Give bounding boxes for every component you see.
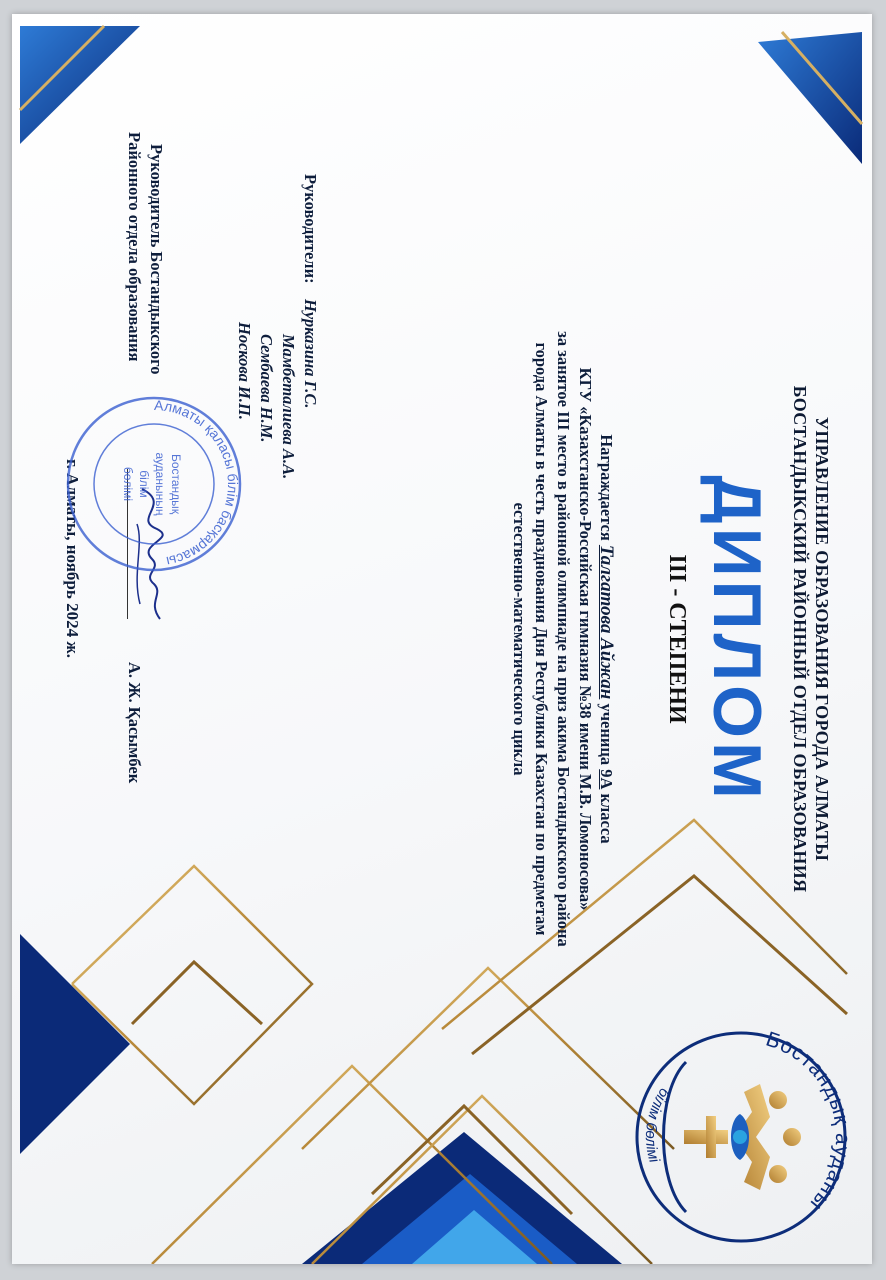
- svg-text:Бостандық ауданы: [763, 1028, 854, 1216]
- logo-bottom-text: білім бөлімі: [641, 1084, 674, 1165]
- supervisor-4: Носкова И.П.: [235, 322, 254, 420]
- stamp-center-line2: ауданының: [153, 452, 167, 516]
- org-line2: БОСТАНДЫКСКИЙ РАЙОННЫЙ ОТДЕЛ ОБРАЗОВАНИЯ: [790, 385, 810, 893]
- stamp-center-line4: бөлімі: [121, 466, 135, 502]
- award-prefix: Награждается: [597, 434, 616, 541]
- signatory-role-line2: Районного отдела образования: [125, 132, 144, 362]
- stamp-center-line1: Бостандық: [169, 453, 183, 515]
- stamp-ring-text: Алматы қаласы білім басқармасы: [153, 396, 242, 570]
- diploma-title: ДИПЛОМ: [699, 475, 775, 803]
- district-logo: [626, 1022, 856, 1252]
- stamp-center-line3: білім: [137, 470, 151, 498]
- footer-date: г. Алматы, ноябрь 2024 ж.: [63, 459, 82, 658]
- school-line: КГУ «Казахстанско-Российская гимназия №38 имени М.В. Ломоносова»: [576, 367, 595, 911]
- degree-label: III - СТЕПЕНИ: [664, 554, 690, 724]
- grade: 9А: [597, 769, 616, 790]
- supervisors-label: Руководители:: [301, 174, 320, 284]
- signatory-role-line1: Руководитель Бостандыкского: [147, 144, 166, 375]
- diploma-sheet: [12, 14, 872, 1264]
- award-line3: за занятое III место в районной олимпиаде на приз акима Бостандыкского района: [554, 331, 573, 947]
- signatory-name: А. Ж. Қасымбек: [125, 662, 144, 784]
- official-stamp: [64, 394, 244, 574]
- supervisor-2: Мамбеталиева А.А.: [279, 334, 298, 480]
- student-of: ученица: [597, 703, 616, 766]
- org-line1: УПРАВЛЕНИЕ ОБРАЗОВАНИЯ ГОРОДА АЛМАТЫ: [812, 416, 832, 862]
- award-line1: [595, 14, 617, 1264]
- award-line5: естественно-математического цикла: [510, 502, 529, 776]
- supervisor-3: Сембаева Н.М.: [257, 334, 276, 443]
- supervisor-1: Нурказина Г.С.: [301, 299, 320, 409]
- logo-top-text: Бостандық ауданы: [763, 1027, 855, 1216]
- awardee-name: Талгатова Айжан: [596, 544, 617, 700]
- award-line4: города Алматы в честь празднования Дня Республики Казахстан по предметам: [532, 342, 551, 936]
- class-word: класса: [597, 793, 616, 844]
